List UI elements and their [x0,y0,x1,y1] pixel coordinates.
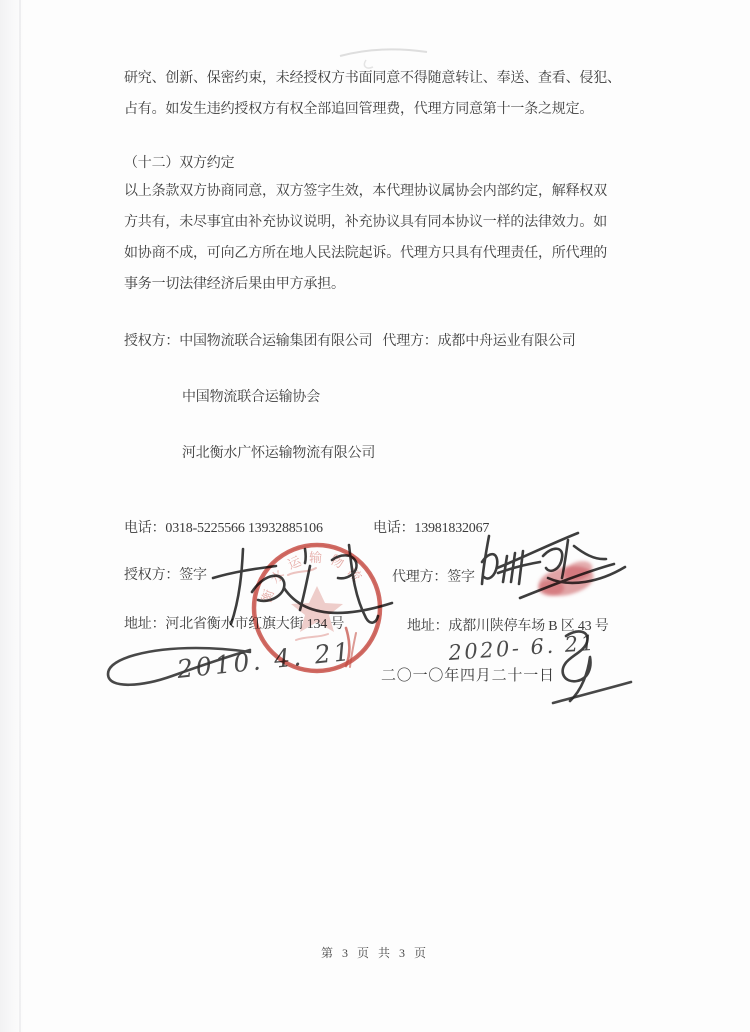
handwritten-date-right-text: 2020- 6. 21 [447,630,598,665]
intro-paragraph-line-1: 研究、创新、保密约束，未经授权方书面同意不得随意转让、奉送、查看、侵犯、 [124,71,621,86]
section-12-line-2: 方共有，未尽事宜由补充协议说明，补充协议具有同本协议一样的法律效力。如 [124,215,607,230]
section-12-line-3: 如协商不成，可向乙方所在地人民法院起诉。代理方只具有代理责任，所代理的 [124,246,607,261]
parties-line [124,330,576,350]
section-12-line-1: 以上条款双方协商同意，双方签字生效，本代理协议属协会内部约定，解释权双 [124,184,607,199]
thumbprint-mark [536,557,597,600]
agent-signature [482,533,625,598]
printed-date: 二〇一〇年四月二十一日 [381,668,555,684]
association-name: 中国物流联合运输协会 [182,390,320,405]
right-phone: 电话：13981832067 [373,521,490,536]
authorizer-company: 授权方：中国物流联合运输集团有限公司 [124,334,373,349]
section-12-line-4: 事务一切法律经济后果由甲方承担。 [124,277,345,292]
left-phone: 电话：0318-5225566 13932885106 [124,521,323,536]
handwritten-date-left-text: 2010. 4. 21 [175,636,354,684]
right-address: 地址：成都川陕停车场 B 区 43 号 [407,619,609,634]
section-12-heading: （十二）双方约定 [124,156,235,171]
left-address: 地址：河北省衡水市红旗大街 134 号 [124,617,345,632]
agent-company: 代理方：成都中舟运业有限公司 [382,334,576,349]
page-number-footer: 第 3 页 共 3 页 [320,946,429,960]
seal-arc-text: 衡水运输物流 [258,549,370,605]
right-sign-label: 代理方：签字 [392,570,475,585]
hebei-company-name: 河北衡水广怀运输物流有限公司 [182,446,376,461]
svg-text:衡水运输物流 [259,550,369,605]
authorizer-handwritten-date [108,637,354,685]
scan-left-edge-line [19,0,21,1032]
red-company-seal [254,545,380,671]
left-sign-label: 授权方：签字 [124,568,207,583]
intro-paragraph-line-2: 占有。如发生违约授权方有权全部追回管理费，代理方同意第十一条之规定。 [124,102,594,117]
seal-inner-red-mark [346,628,356,667]
